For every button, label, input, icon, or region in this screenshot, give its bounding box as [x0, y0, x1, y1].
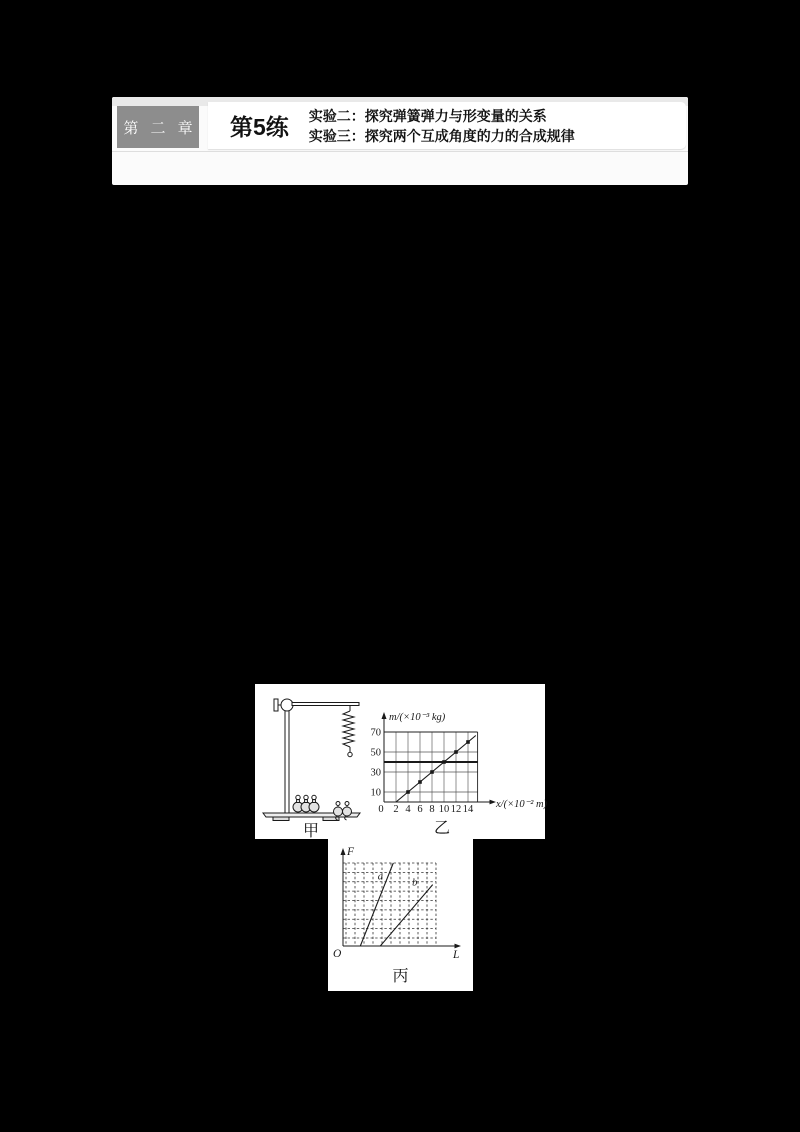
- x-tick-label: 12: [450, 804, 462, 815]
- data-point: [442, 760, 446, 764]
- data-point: [406, 790, 410, 794]
- lesson-title-box: [208, 102, 686, 149]
- stand-rod: [285, 706, 289, 813]
- stand-figure: [257, 688, 369, 834]
- origin-label: O: [333, 948, 342, 960]
- chart-bing: [330, 843, 470, 963]
- chapter-badge: [117, 106, 199, 148]
- y-axis-label: m/(×10⁻³ kg): [389, 712, 446, 723]
- y-axis-arrow: [382, 712, 387, 719]
- figure-caption-yi: 乙: [433, 820, 450, 837]
- figure-caption-bing: 丙: [392, 968, 409, 985]
- y-axis-arrow: [341, 848, 346, 855]
- clamp-knob: [274, 699, 278, 711]
- header-band: [112, 97, 688, 185]
- data-point: [418, 780, 422, 784]
- y-tick-label: 10: [370, 787, 381, 799]
- x-tick-label: 4: [405, 804, 411, 815]
- chart-yi: [370, 705, 548, 817]
- y-tick-label: 70: [370, 727, 381, 739]
- lesson-subtitles: [309, 106, 575, 146]
- x-tick-label: 8: [429, 804, 435, 815]
- x-tick-label: 10: [438, 804, 450, 815]
- y-tick-label: 50: [370, 747, 381, 759]
- data-point: [454, 750, 458, 754]
- subtitle-line-2: 实验三：探究两个互成角度的力的合成规律: [308, 127, 575, 144]
- x-axis-label: L: [453, 949, 460, 961]
- subtitle-line-1: 实验二：探究弹簧弹力与形变量的关系: [308, 107, 547, 124]
- figure-box-top: [255, 684, 548, 840]
- header-divider: [112, 151, 688, 152]
- y-tick-label: 30: [370, 767, 381, 779]
- x-tick-label: 6: [417, 804, 423, 815]
- practice-number: 第5练: [230, 114, 289, 140]
- clamp-boss: [281, 699, 293, 711]
- x-axis-label: x/(×10⁻² m): [496, 799, 548, 810]
- x-axis-arrow: [455, 944, 462, 949]
- x-tick-label: 2: [393, 804, 399, 815]
- x-tick-label: 14: [462, 804, 474, 815]
- x-tick-label: 0: [378, 804, 384, 815]
- line-label-b: b: [412, 877, 418, 889]
- stand-arm: [292, 703, 359, 706]
- line-b: [380, 885, 432, 946]
- y-axis-label: F: [347, 846, 355, 858]
- line-label-a: a: [377, 871, 383, 883]
- spring: [343, 706, 354, 757]
- hooked-weights-on-base: [293, 795, 319, 812]
- figure-caption-jia: 甲: [302, 823, 319, 840]
- chapter-label: 第 二 章: [123, 119, 197, 137]
- data-point: [466, 740, 470, 744]
- data-point: [430, 770, 434, 774]
- figure-box-bottom: [328, 839, 473, 991]
